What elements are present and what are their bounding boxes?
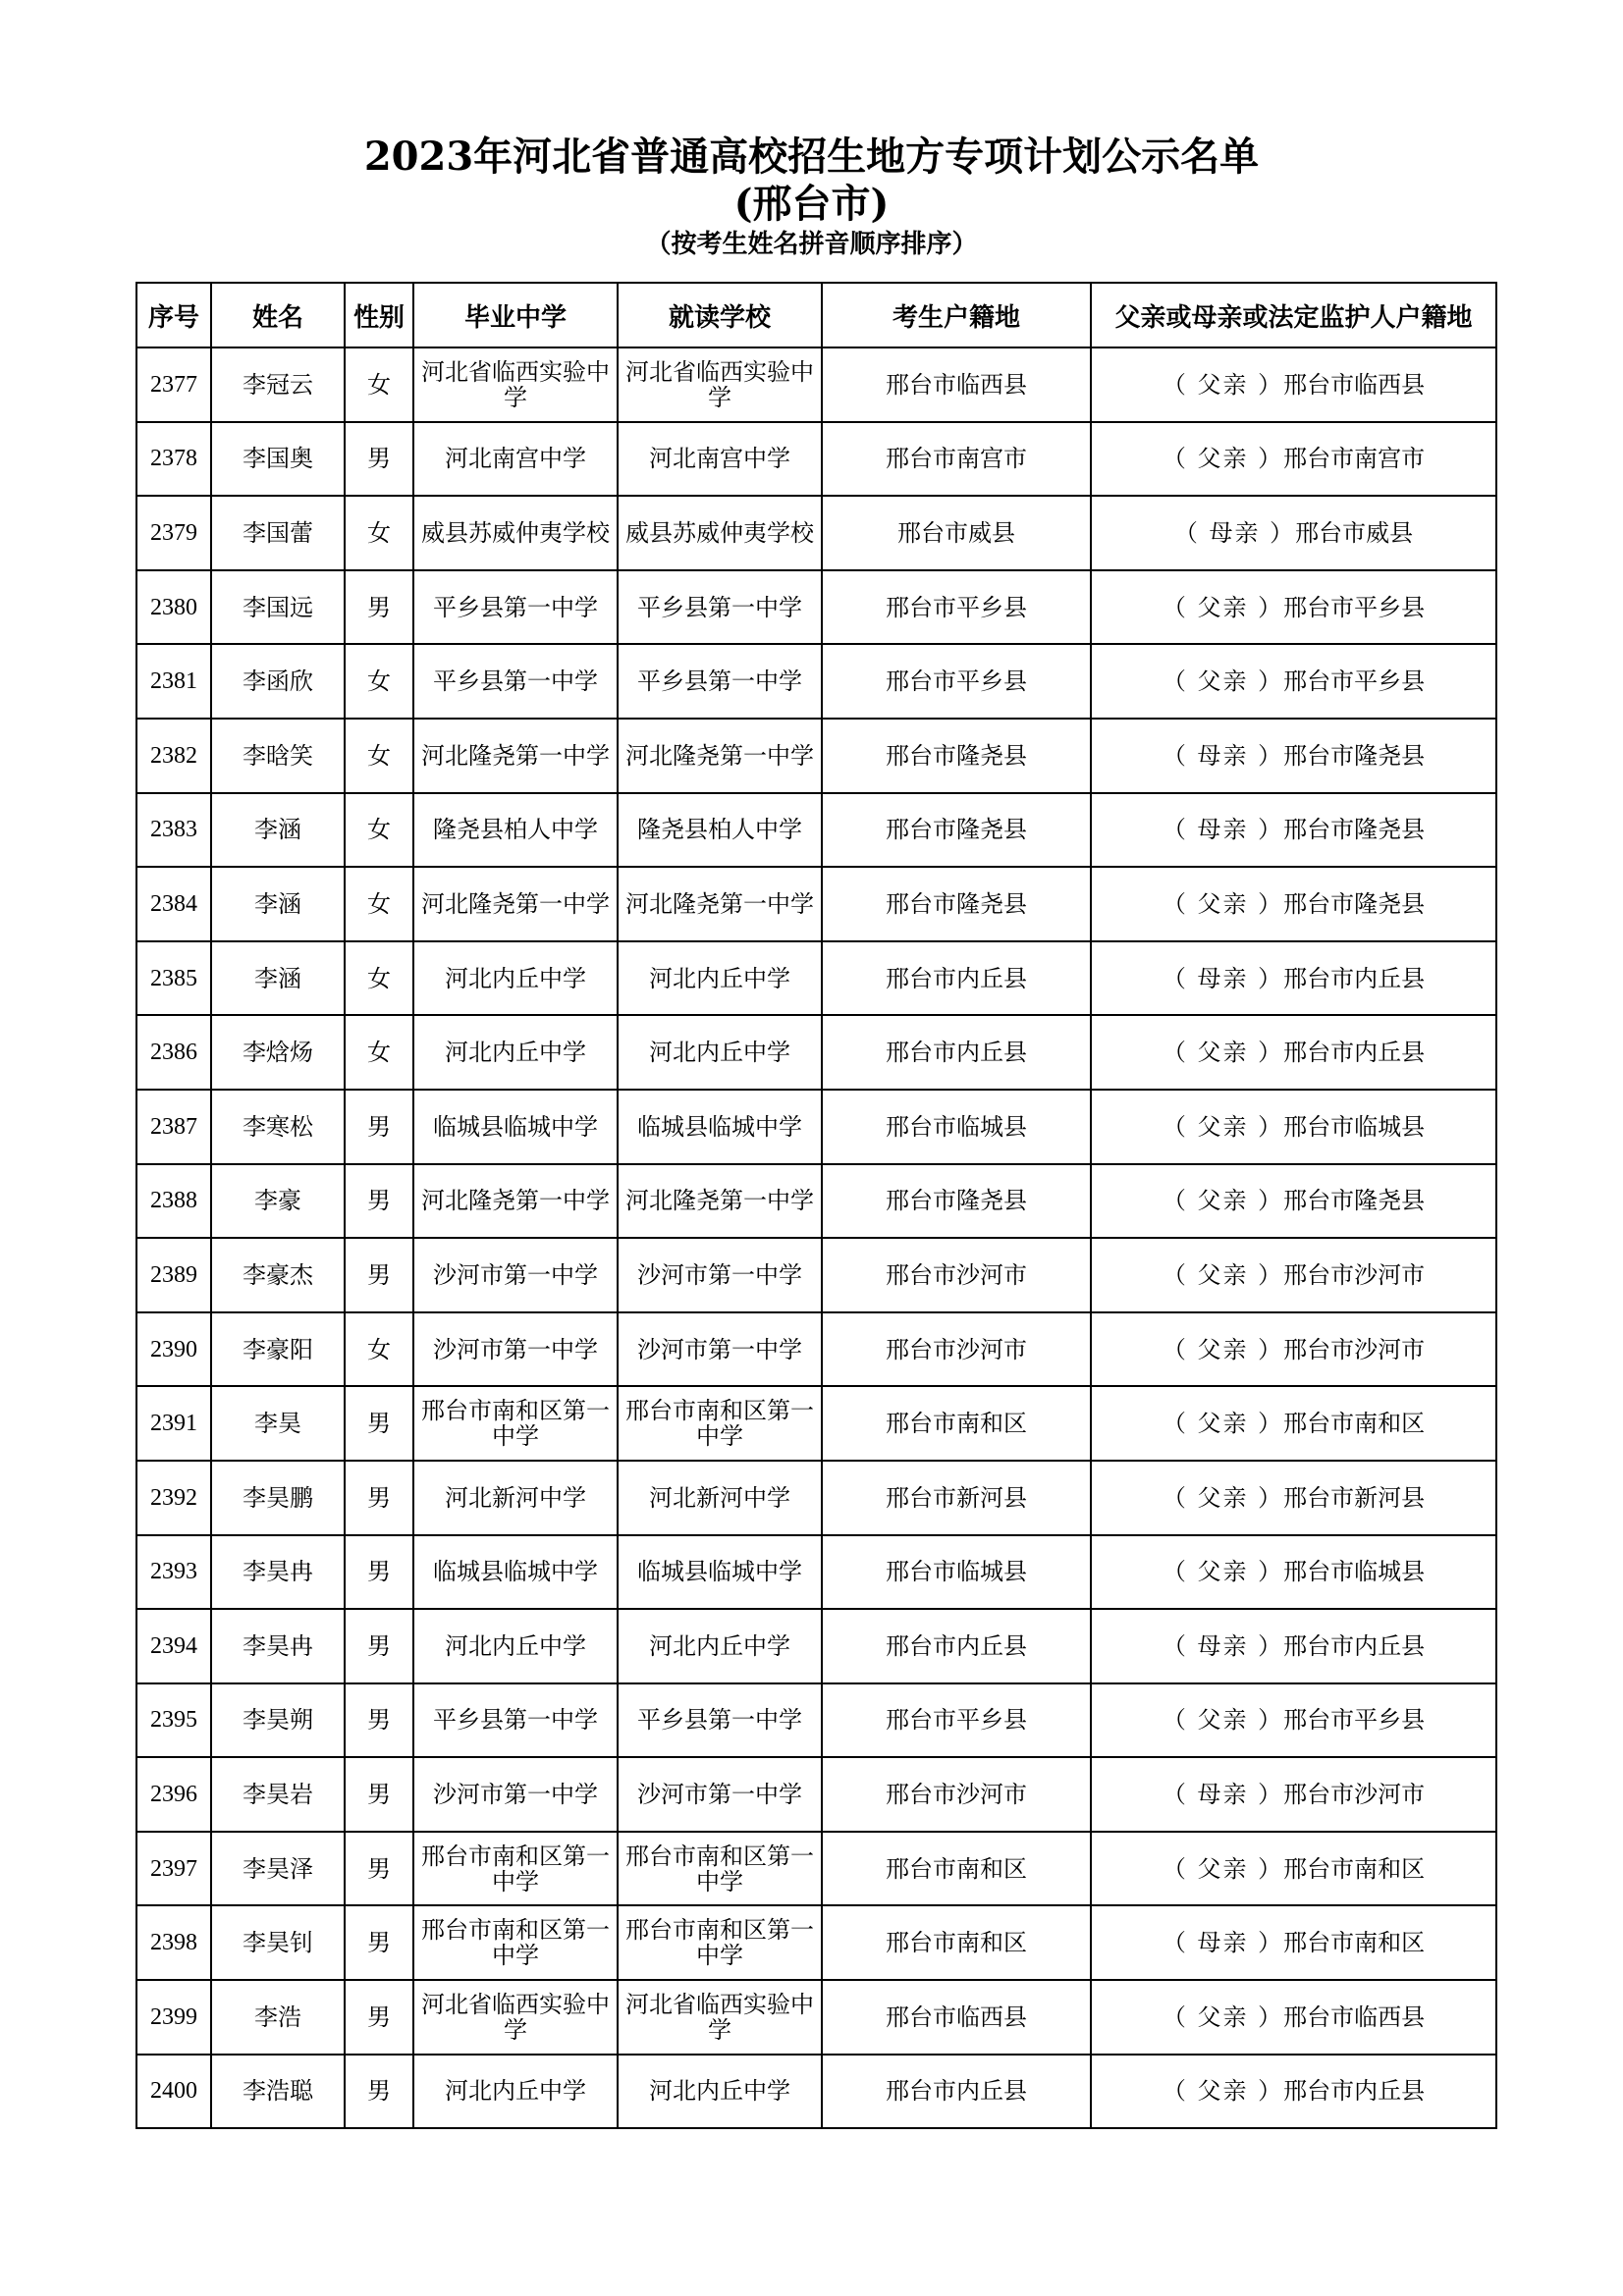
guardian-relation: （ 父亲 ） <box>1162 1410 1284 1438</box>
cell-guardian-hukou <box>1091 1386 1496 1461</box>
cell-gender: 男 <box>345 1164 413 1239</box>
guardian-relation: （ 母亲 ） <box>1162 964 1284 992</box>
cell-current-school: 河北内丘中学 <box>618 1609 822 1683</box>
cell-current-school: 河北省临西实验中学 <box>618 1980 822 2055</box>
cell-guardian-hukou <box>1091 1312 1496 1387</box>
cell-name: 李昊冉 <box>211 1535 345 1610</box>
guardian-place: 邢台市沙河市 <box>1283 1335 1426 1363</box>
guardian-relation: （ 母亲 ） <box>1162 1781 1284 1809</box>
cell-grad-school: 河北内丘中学 <box>413 1015 618 1090</box>
cell-gender: 男 <box>345 1238 413 1312</box>
cell-grad-school: 沙河市第一中学 <box>413 1238 618 1312</box>
guardian-place: 邢台市隆尧县 <box>1283 816 1426 844</box>
guardian-place: 邢台市南宫市 <box>1283 445 1426 473</box>
cell-current-school: 平乡县第一中学 <box>618 644 822 719</box>
table-row <box>136 2055 1496 2129</box>
guardian-place: 邢台市内丘县 <box>1283 964 1426 992</box>
guardian-place: 邢台市隆尧县 <box>1283 889 1426 918</box>
column-header-grad-school: 毕业中学 <box>413 283 618 347</box>
cell-guardian-hukou <box>1091 1609 1496 1683</box>
cell-current-school: 河北内丘中学 <box>618 941 822 1016</box>
cell-seq: 2383 <box>136 793 211 868</box>
cell-seq: 2377 <box>136 347 211 422</box>
cell-current-school: 隆尧县柏人中学 <box>618 793 822 868</box>
column-header-hukou: 考生户籍地 <box>822 283 1091 347</box>
table-row <box>136 1238 1496 1312</box>
guardian-place: 邢台市临西县 <box>1283 2002 1426 2031</box>
cell-hukou: 邢台市沙河市 <box>822 1312 1091 1387</box>
cell-seq: 2387 <box>136 1090 211 1164</box>
cell-current-school: 临城县临城中学 <box>618 1090 822 1164</box>
guardian-relation: （ 父亲 ） <box>1162 593 1284 621</box>
guardian-relation: （ 父亲 ） <box>1162 1483 1284 1512</box>
cell-current-school: 河北隆尧第一中学 <box>618 719 822 793</box>
cell-hukou: 邢台市南和区 <box>822 1832 1091 1906</box>
cell-grad-school: 河北新河中学 <box>413 1461 618 1535</box>
cell-grad-school: 平乡县第一中学 <box>413 1683 618 1758</box>
cell-grad-school: 沙河市第一中学 <box>413 1312 618 1387</box>
cell-current-school: 河北南宫中学 <box>618 422 822 497</box>
cell-current-school: 沙河市第一中学 <box>618 1238 822 1312</box>
table-row <box>136 1386 1496 1461</box>
cell-gender: 女 <box>345 793 413 868</box>
cell-seq: 2384 <box>136 867 211 941</box>
guardian-place: 邢台市沙河市 <box>1283 1781 1426 1809</box>
cell-seq: 2395 <box>136 1683 211 1758</box>
table-row <box>136 422 1496 497</box>
guardian-place: 邢台市南和区 <box>1283 1410 1426 1438</box>
cell-seq: 2400 <box>136 2055 211 2129</box>
table-row <box>136 644 1496 719</box>
cell-current-school: 河北新河中学 <box>618 1461 822 1535</box>
cell-guardian-hukou <box>1091 1015 1496 1090</box>
cell-grad-school: 隆尧县柏人中学 <box>413 793 618 868</box>
cell-gender: 男 <box>345 1386 413 1461</box>
cell-grad-school: 临城县临城中学 <box>413 1090 618 1164</box>
column-header-seq: 序号 <box>136 283 211 347</box>
guardian-relation: （ 父亲 ） <box>1162 1112 1284 1141</box>
cell-name: 李涵 <box>211 793 345 868</box>
guardian-place: 邢台市临西县 <box>1283 370 1426 399</box>
cell-seq: 2382 <box>136 719 211 793</box>
cell-guardian-hukou <box>1091 719 1496 793</box>
guardian-relation: （ 母亲 ） <box>1162 1929 1284 1957</box>
cell-grad-school: 河北隆尧第一中学 <box>413 1164 618 1239</box>
cell-gender: 女 <box>345 1015 413 1090</box>
cell-name: 李寒松 <box>211 1090 345 1164</box>
guardian-place: 邢台市隆尧县 <box>1283 1187 1426 1215</box>
cell-name: 李昊岩 <box>211 1757 345 1832</box>
page-subtitle: (邢台市) <box>733 181 890 227</box>
cell-gender: 女 <box>345 347 413 422</box>
cell-grad-school: 平乡县第一中学 <box>413 644 618 719</box>
cell-seq: 2385 <box>136 941 211 1016</box>
cell-name: 李昊泽 <box>211 1832 345 1906</box>
cell-guardian-hukou <box>1091 941 1496 1016</box>
cell-seq: 2398 <box>136 1905 211 1980</box>
guardian-place: 邢台市内丘县 <box>1283 2077 1426 2106</box>
cell-gender: 男 <box>345 1757 413 1832</box>
cell-hukou: 邢台市内丘县 <box>822 1609 1091 1683</box>
cell-name: 李昊鹏 <box>211 1461 345 1535</box>
guardian-place: 邢台市平乡县 <box>1283 1706 1426 1735</box>
cell-gender: 男 <box>345 570 413 645</box>
cell-name: 李涵 <box>211 867 345 941</box>
cell-current-school: 邢台市南和区第一中学 <box>618 1905 822 1980</box>
cell-current-school: 威县苏威仲夷学校 <box>618 496 822 570</box>
cell-current-school: 平乡县第一中学 <box>618 570 822 645</box>
cell-guardian-hukou <box>1091 347 1496 422</box>
cell-current-school: 临城县临城中学 <box>618 1535 822 1610</box>
cell-current-school: 沙河市第一中学 <box>618 1757 822 1832</box>
cell-grad-school: 临城县临城中学 <box>413 1535 618 1610</box>
cell-grad-school: 河北内丘中学 <box>413 941 618 1016</box>
guardian-relation: （ 母亲 ） <box>1173 518 1296 547</box>
column-header-gender: 性别 <box>345 283 413 347</box>
cell-hukou: 邢台市临城县 <box>822 1090 1091 1164</box>
cell-hukou: 邢台市内丘县 <box>822 2055 1091 2129</box>
cell-hukou: 邢台市沙河市 <box>822 1238 1091 1312</box>
cell-guardian-hukou <box>1091 1980 1496 2055</box>
guardian-relation: （ 父亲 ） <box>1162 667 1284 696</box>
guardian-relation: （ 父亲 ） <box>1162 889 1284 918</box>
table-header-row <box>136 283 1496 347</box>
cell-gender: 男 <box>345 1090 413 1164</box>
cell-guardian-hukou <box>1091 496 1496 570</box>
table-row <box>136 941 1496 1016</box>
table-row <box>136 347 1496 422</box>
cell-guardian-hukou <box>1091 1757 1496 1832</box>
cell-guardian-hukou <box>1091 570 1496 645</box>
table-row <box>136 1015 1496 1090</box>
guardian-relation: （ 父亲 ） <box>1162 1706 1284 1735</box>
cell-guardian-hukou <box>1091 1683 1496 1758</box>
cell-gender: 女 <box>345 719 413 793</box>
cell-guardian-hukou <box>1091 1090 1496 1164</box>
cell-hukou: 邢台市沙河市 <box>822 1757 1091 1832</box>
cell-seq: 2397 <box>136 1832 211 1906</box>
cell-seq: 2378 <box>136 422 211 497</box>
guardian-place: 邢台市南和区 <box>1283 1854 1426 1883</box>
table-row <box>136 496 1496 570</box>
cell-name: 李浩 <box>211 1980 345 2055</box>
cell-hukou: 邢台市隆尧县 <box>822 867 1091 941</box>
cell-name: 李昊朔 <box>211 1683 345 1758</box>
cell-gender: 男 <box>345 422 413 497</box>
cell-name: 李冠云 <box>211 347 345 422</box>
cell-hukou: 邢台市南宫市 <box>822 422 1091 497</box>
cell-hukou: 邢台市新河县 <box>822 1461 1091 1535</box>
column-header-current-school: 就读学校 <box>618 283 822 347</box>
table-row <box>136 719 1496 793</box>
cell-gender: 女 <box>345 867 413 941</box>
cell-name: 李国奥 <box>211 422 345 497</box>
cell-gender: 女 <box>345 1312 413 1387</box>
cell-current-school: 邢台市南和区第一中学 <box>618 1386 822 1461</box>
cell-gender: 男 <box>345 1683 413 1758</box>
guardian-relation: （ 母亲 ） <box>1162 741 1284 770</box>
cell-guardian-hukou <box>1091 867 1496 941</box>
column-header-guardian-hukou: 父亲或母亲或法定监护人户籍地 <box>1091 283 1496 347</box>
cell-current-school: 平乡县第一中学 <box>618 1683 822 1758</box>
cell-grad-school: 河北隆尧第一中学 <box>413 719 618 793</box>
cell-name: 李涵 <box>211 941 345 1016</box>
guardian-place: 邢台市临城县 <box>1283 1558 1426 1586</box>
cell-hukou: 邢台市南和区 <box>822 1905 1091 1980</box>
guardian-relation: （ 父亲 ） <box>1162 1854 1284 1883</box>
cell-grad-school: 河北隆尧第一中学 <box>413 867 618 941</box>
guardian-relation: （ 父亲 ） <box>1162 1335 1284 1363</box>
guardian-relation: （ 母亲 ） <box>1162 1631 1284 1660</box>
cell-grad-school: 邢台市南和区第一中学 <box>413 1832 618 1906</box>
cell-seq: 2381 <box>136 644 211 719</box>
guardian-place: 邢台市隆尧县 <box>1283 741 1426 770</box>
cell-name: 李晗笑 <box>211 719 345 793</box>
table-row <box>136 1905 1496 1980</box>
guardian-place: 邢台市平乡县 <box>1283 593 1426 621</box>
sort-note: （按考生姓名拼音顺序排序） <box>645 230 978 259</box>
admission-list-table <box>135 282 1497 2129</box>
table-row <box>136 1312 1496 1387</box>
cell-current-school: 邢台市南和区第一中学 <box>618 1832 822 1906</box>
cell-hukou: 邢台市平乡县 <box>822 1683 1091 1758</box>
table-row <box>136 570 1496 645</box>
cell-hukou: 邢台市隆尧县 <box>822 793 1091 868</box>
table-row <box>136 1461 1496 1535</box>
cell-grad-school: 河北内丘中学 <box>413 2055 618 2129</box>
cell-hukou: 邢台市南和区 <box>822 1386 1091 1461</box>
guardian-relation: （ 父亲 ） <box>1162 2002 1284 2031</box>
guardian-place: 邢台市威县 <box>1295 518 1414 547</box>
guardian-relation: （ 父亲 ） <box>1162 1039 1284 1067</box>
table-row <box>136 867 1496 941</box>
table-row <box>136 1090 1496 1164</box>
guardian-relation: （ 父亲 ） <box>1162 445 1284 473</box>
cell-seq: 2393 <box>136 1535 211 1610</box>
table-row <box>136 1609 1496 1683</box>
cell-guardian-hukou <box>1091 644 1496 719</box>
table-row <box>136 1832 1496 1906</box>
cell-hukou: 邢台市临城县 <box>822 1535 1091 1610</box>
cell-current-school: 河北省临西实验中学 <box>618 347 822 422</box>
cell-name: 李国蕾 <box>211 496 345 570</box>
cell-current-school: 河北隆尧第一中学 <box>618 1164 822 1239</box>
guardian-place: 邢台市内丘县 <box>1283 1039 1426 1067</box>
cell-name: 李焓炀 <box>211 1015 345 1090</box>
guardian-relation: （ 父亲 ） <box>1162 370 1284 399</box>
guardian-place: 邢台市平乡县 <box>1283 667 1426 696</box>
cell-grad-school: 河北南宫中学 <box>413 422 618 497</box>
cell-name: 李函欣 <box>211 644 345 719</box>
cell-grad-school: 河北内丘中学 <box>413 1609 618 1683</box>
page-title: 2023年河北省普通高校招生地方专项计划公示名单 <box>363 133 1260 180</box>
guardian-relation: （ 父亲 ） <box>1162 1187 1284 1215</box>
cell-gender: 男 <box>345 2055 413 2129</box>
cell-grad-school: 河北省临西实验中学 <box>413 1980 618 2055</box>
cell-seq: 2390 <box>136 1312 211 1387</box>
cell-grad-school: 河北省临西实验中学 <box>413 347 618 422</box>
cell-grad-school: 邢台市南和区第一中学 <box>413 1386 618 1461</box>
cell-grad-school: 威县苏威仲夷学校 <box>413 496 618 570</box>
guardian-place: 邢台市临城县 <box>1283 1112 1426 1141</box>
cell-name: 李浩聪 <box>211 2055 345 2129</box>
guardian-relation: （ 父亲 ） <box>1162 1260 1284 1289</box>
cell-current-school: 河北隆尧第一中学 <box>618 867 822 941</box>
cell-seq: 2396 <box>136 1757 211 1832</box>
cell-current-school: 河北内丘中学 <box>618 2055 822 2129</box>
cell-gender: 男 <box>345 1461 413 1535</box>
cell-name: 李国远 <box>211 570 345 645</box>
cell-seq: 2389 <box>136 1238 211 1312</box>
cell-gender: 女 <box>345 644 413 719</box>
cell-hukou: 邢台市内丘县 <box>822 1015 1091 1090</box>
cell-seq: 2388 <box>136 1164 211 1239</box>
cell-guardian-hukou <box>1091 1535 1496 1610</box>
cell-hukou: 邢台市平乡县 <box>822 570 1091 645</box>
cell-hukou: 邢台市内丘县 <box>822 941 1091 1016</box>
cell-guardian-hukou <box>1091 1164 1496 1239</box>
cell-hukou: 邢台市临西县 <box>822 1980 1091 2055</box>
cell-grad-school: 沙河市第一中学 <box>413 1757 618 1832</box>
cell-guardian-hukou <box>1091 1905 1496 1980</box>
guardian-relation: （ 父亲 ） <box>1162 1558 1284 1586</box>
cell-current-school: 河北内丘中学 <box>618 1015 822 1090</box>
cell-guardian-hukou <box>1091 1238 1496 1312</box>
cell-name: 李昊钊 <box>211 1905 345 1980</box>
cell-hukou: 邢台市隆尧县 <box>822 719 1091 793</box>
guardian-relation: （ 父亲 ） <box>1162 2077 1284 2106</box>
guardian-place: 邢台市内丘县 <box>1283 1631 1426 1660</box>
cell-gender: 男 <box>345 1905 413 1980</box>
cell-seq: 2380 <box>136 570 211 645</box>
cell-hukou: 邢台市隆尧县 <box>822 1164 1091 1239</box>
table-body <box>136 347 1496 2128</box>
table-row <box>136 1164 1496 1239</box>
cell-seq: 2379 <box>136 496 211 570</box>
table-row <box>136 793 1496 868</box>
cell-guardian-hukou <box>1091 1832 1496 1906</box>
cell-name: 李昊 <box>211 1386 345 1461</box>
table-row <box>136 1980 1496 2055</box>
cell-guardian-hukou <box>1091 793 1496 868</box>
cell-gender: 男 <box>345 1980 413 2055</box>
cell-gender: 男 <box>345 1535 413 1610</box>
table-row <box>136 1757 1496 1832</box>
cell-name: 李豪 <box>211 1164 345 1239</box>
cell-seq: 2391 <box>136 1386 211 1461</box>
cell-name: 李昊冉 <box>211 1609 345 1683</box>
cell-hukou: 邢台市平乡县 <box>822 644 1091 719</box>
table-row <box>136 1683 1496 1758</box>
cell-hukou: 邢台市临西县 <box>822 347 1091 422</box>
cell-grad-school: 邢台市南和区第一中学 <box>413 1905 618 1980</box>
cell-gender: 女 <box>345 496 413 570</box>
cell-gender: 男 <box>345 1609 413 1683</box>
column-header-name: 姓名 <box>211 283 345 347</box>
cell-gender: 男 <box>345 1832 413 1906</box>
cell-guardian-hukou <box>1091 1461 1496 1535</box>
guardian-relation: （ 母亲 ） <box>1162 816 1284 844</box>
cell-seq: 2392 <box>136 1461 211 1535</box>
guardian-place: 邢台市南和区 <box>1283 1929 1426 1957</box>
cell-guardian-hukou <box>1091 422 1496 497</box>
cell-name: 李豪阳 <box>211 1312 345 1387</box>
guardian-place: 邢台市新河县 <box>1283 1483 1426 1512</box>
cell-name: 李豪杰 <box>211 1238 345 1312</box>
table-row <box>136 1535 1496 1610</box>
cell-grad-school: 平乡县第一中学 <box>413 570 618 645</box>
cell-gender: 女 <box>345 941 413 1016</box>
cell-hukou: 邢台市威县 <box>822 496 1091 570</box>
guardian-place: 邢台市沙河市 <box>1283 1260 1426 1289</box>
cell-seq: 2386 <box>136 1015 211 1090</box>
cell-current-school: 沙河市第一中学 <box>618 1312 822 1387</box>
cell-guardian-hukou <box>1091 2055 1496 2129</box>
cell-seq: 2394 <box>136 1609 211 1683</box>
cell-seq: 2399 <box>136 1980 211 2055</box>
